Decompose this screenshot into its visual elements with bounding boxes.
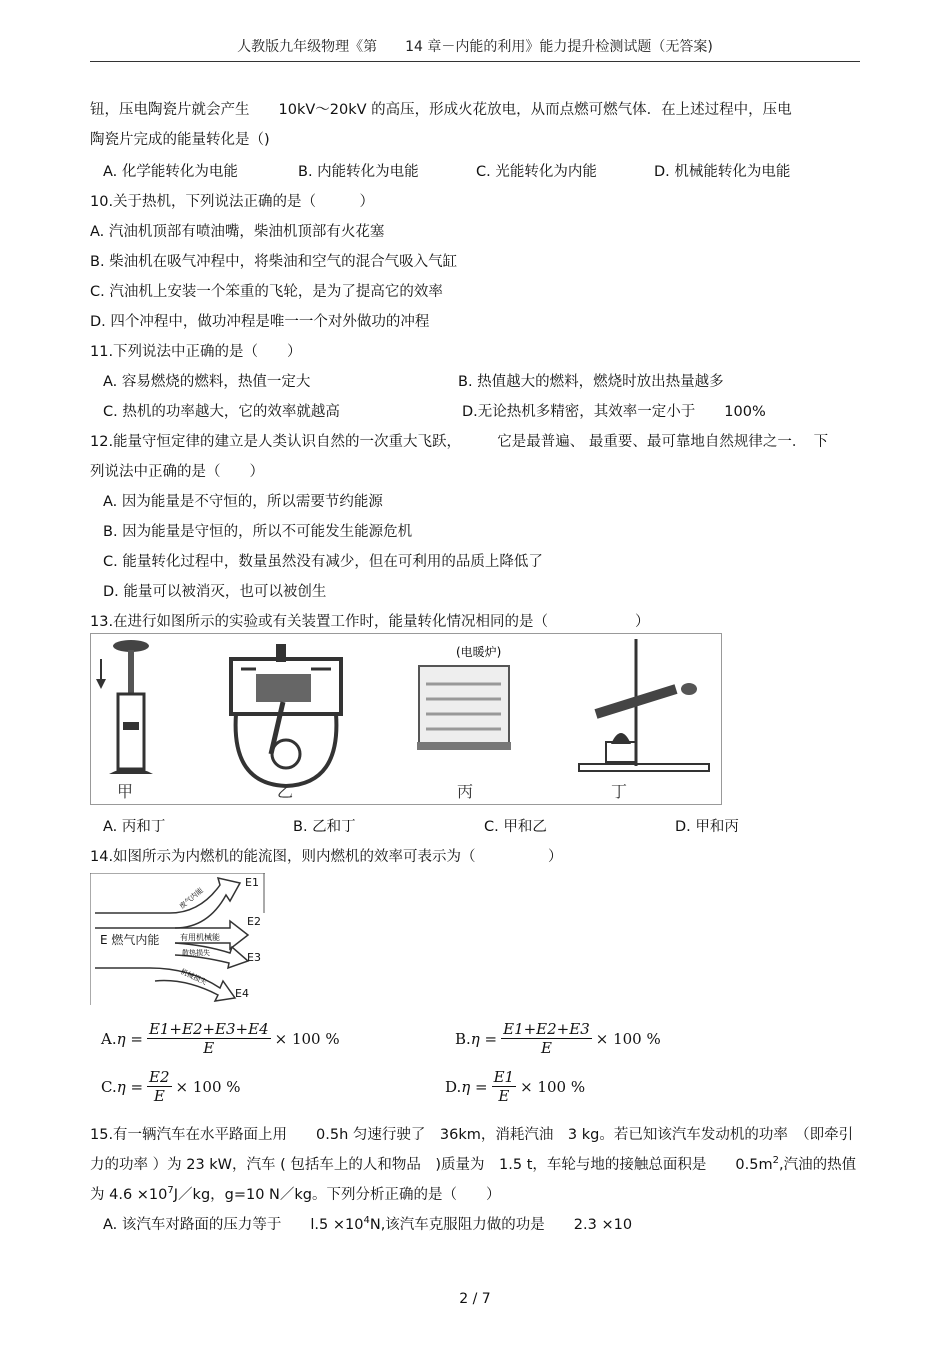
q15-line2-end: ,汽油的热值: [778, 1157, 857, 1173]
q13-option-a: A. 丙和丁: [103, 819, 166, 835]
q12-option-d: D. 能量可以被消灭，也可以被创生: [103, 584, 327, 600]
q12-option-a: A. 因为能量是不守恒的，所以需要节约能源: [103, 494, 383, 510]
q15-stem-line2: [90, 1153, 856, 1174]
q10-option-d: D. 四个冲程中，做功冲程是唯一一个对外做功的冲程: [90, 314, 430, 330]
q15-line2-text: 力的功率 ）为 23 kW，汽车 ( 包括车上的人和物品 )质量为 1.5 t，车轮与地的接触总面积是 0.5m: [90, 1157, 773, 1173]
e3-label: E3: [247, 951, 261, 964]
fraction-b-denominator: E: [540, 1039, 552, 1057]
q11-option-d: D.无论热机多精密，其效率一定小于 100%: [462, 404, 766, 420]
heater-label: (电暖炉): [456, 645, 502, 659]
fraction-d-numerator: E1: [493, 1068, 515, 1086]
header-rule: [90, 61, 860, 62]
e2-label: E2: [247, 915, 261, 928]
q13-figure: [90, 633, 722, 805]
q10-option-a: A. 汽油机顶部有喷油嘴，柴油机顶部有火花塞: [90, 224, 385, 240]
q14-energy-flow-figure: [90, 873, 265, 1005]
q14-option-c: [101, 1068, 241, 1105]
q13-option-d: D. 甲和丙: [675, 819, 739, 835]
q10-option-c: C. 汽油机上安装一个笨重的飞轮，是为了提高它的效率: [90, 284, 443, 300]
q10-option-b: B. 柴油机在吸气冲程中，将柴油和空气的混合气吸入气缸: [90, 254, 458, 270]
q15-line2-sup: 2: [772, 1155, 779, 1167]
q9-option-a: A. 化学能转化为电能: [103, 164, 238, 180]
q9-option-c: C. 光能转化为内能: [476, 164, 597, 180]
q15-line3-text: 为 4.6 ×10: [90, 1187, 168, 1203]
e1-label: E1: [245, 876, 259, 889]
fraction-b: [501, 1020, 592, 1057]
caption-yi: 乙: [277, 782, 294, 801]
eta-symbol: η =: [116, 1029, 143, 1048]
fraction-a-denominator: E: [203, 1039, 215, 1057]
times-100-b: × 100 %: [595, 1029, 661, 1048]
q12-stem-line1: 12.能量守恒定律的建立是人类认识自然的一次重大飞跃， 它是最普遍、 最重要、最可靠地自然规律之一． 下: [90, 434, 829, 450]
q15-option-a-sup: 4: [363, 1215, 370, 1227]
page-number: 2 / 7: [459, 1291, 491, 1307]
caption-bing: 丙: [457, 782, 474, 801]
q12-option-b: B. 因为能量是守恒的，所以不可能发生能源危机: [103, 524, 413, 540]
times-100-c: × 100 %: [175, 1077, 241, 1096]
q15-stem-line1: 15.有一辆汽车在水平路面上用 0.5h 匀速行驶了 36km，消耗汽油 3 kg。若已知该汽车发动机的功率 （即牵引: [90, 1127, 854, 1143]
fraction-d-denominator: E: [498, 1087, 510, 1105]
q14-option-d: [445, 1068, 585, 1105]
q9-stem-line1: 钮，压电陶瓷片就会产生 10kV～20kV 的高压，形成火花放电，从而点燃可燃气体．在上述过程中，压电: [90, 102, 792, 118]
option-d-prefix: D.: [445, 1077, 462, 1096]
q13-option-c: C. 甲和乙: [484, 819, 547, 835]
q9-option-b: B. 内能转化为电能: [298, 164, 419, 180]
q11-option-a: A. 容易燃烧的燃料，热值一定大: [103, 374, 311, 390]
fraction-b-numerator: E1+E2+E3: [503, 1020, 590, 1038]
test-tube-burner-illustration: [579, 639, 709, 771]
q13-stem: 13.在进行如图所示的实验或有关装置工作时，能量转化情况相同的是（ ）: [90, 614, 650, 630]
q11-option-c: C. 热机的功率越大，它的效率就越高: [103, 404, 340, 420]
q14-stem: 14.如图所示为内燃机的能流图，则内燃机的效率可表示为（ ）: [90, 849, 563, 865]
q9-stem-line2: 陶瓷片完成的能量转化是（): [90, 132, 270, 148]
fraction-c: [147, 1068, 172, 1105]
q14-option-a: [101, 1020, 340, 1057]
eta-symbol: η =: [116, 1077, 144, 1096]
fraction-c-numerator: E2: [149, 1068, 170, 1086]
q12-stem-line2: 列说法中正确的是（ ）: [90, 464, 264, 480]
q13-option-b: B. 乙和丁: [293, 819, 356, 835]
q10-stem: 10.关于热机，下列说法正确的是（ ）: [90, 194, 375, 210]
band-mech-loss-label: 机械损失: [179, 967, 208, 987]
fraction-a-numerator: E1+E2+E3+E4: [148, 1020, 269, 1038]
band-useful-label: 有用机械能: [180, 933, 220, 942]
q15-option-a-end: N,该汽车克服阻力做的功是 2.3 ×10: [369, 1217, 633, 1233]
q15-stem-line3: [90, 1183, 501, 1204]
fraction-c-denominator: E: [153, 1087, 165, 1105]
q9-option-d: D. 机械能转化为电能: [654, 164, 791, 180]
q12-option-c: C. 能量转化过程中，数量虽然没有减少，但在可利用的品质上降低了: [103, 554, 543, 570]
caption-ding: 丁: [611, 782, 628, 801]
times-100-d: × 100 %: [520, 1077, 586, 1096]
fire-piston-illustration: [96, 640, 153, 774]
option-a-prefix: A.: [101, 1029, 117, 1048]
q11-stem: 11.下列说法中正确的是（ ）: [90, 344, 302, 360]
fraction-a: [147, 1020, 271, 1057]
electric-heater-illustration: [417, 644, 511, 750]
q15-line3-sup: 7: [167, 1185, 174, 1197]
option-b-prefix: B.: [455, 1029, 471, 1048]
q15-option-a-text: A. 该汽车对路面的压力等于 l.5 ×10: [103, 1217, 364, 1233]
e-total-label: E 燃气内能: [100, 933, 160, 947]
eta-symbol: η =: [470, 1029, 498, 1048]
page-header: 人教版九年级物理《第 14 章－内能的利用》能力提升检测试题（无答案): [237, 39, 713, 55]
band-heat-label: 散热损失: [182, 949, 210, 957]
option-c-prefix: C.: [101, 1077, 117, 1096]
q15-line3-end: J／kg，g=10 N／kg。下列分析正确的是（ ）: [173, 1187, 501, 1203]
q14-option-b: [455, 1020, 661, 1057]
eta-symbol: η =: [461, 1077, 488, 1096]
q15-option-a: [103, 1213, 632, 1234]
q11-option-b: B. 热值越大的燃料，燃烧时放出热量越多: [458, 374, 724, 390]
band-exhaust-label: 废气内能: [178, 886, 205, 911]
caption-jia: 甲: [117, 782, 134, 801]
fraction-d: [492, 1068, 517, 1105]
e4-label: E4: [235, 987, 249, 1000]
times-100-a: × 100 %: [274, 1029, 340, 1048]
engine-cylinder-illustration: [231, 644, 341, 786]
